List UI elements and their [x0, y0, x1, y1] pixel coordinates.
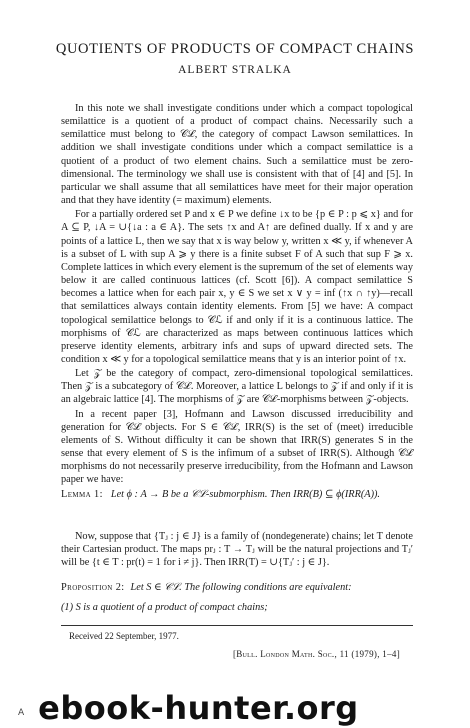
paragraph-irreducibility: In a recent paper [3], Hofmann and Lawson discussed irreducibility and generation for 𝒞ℒ objects. For S ∈ 𝒞ℒ, IRR(S) is the set of (meet) irreducible elements of S. Without difficulty it can be shown that IRR(S) generates S in the sense that every element of S is the infimum of a subset of IRR(S). Although 𝒞ℒ morphisms do not necessarily preserve irreducibility, from the Hofmann and Lawson paper we have: — [61, 408, 413, 486]
received-date: Received 22 September, 1977. — [69, 631, 179, 641]
proposition-condition-1: (1) S is a quotient of a product of compact chains; — [61, 602, 268, 613]
intro-text — [61, 102, 413, 488]
watermark-text: ebook-hunter.org — [38, 689, 359, 727]
proposition-2 — [61, 581, 413, 594]
lemma-1 — [61, 488, 413, 501]
lemma-label: Lemma 1: — [61, 489, 103, 500]
paragraph-definitions: For a partially ordered set P and x ∈ P we define ↓x to be {p ∈ P : p ⩽ x} and for A ⊆ P, ↓A = ∪{↓a : a ∈ A}. The sets ↑x and A↑ are defined dually. If x and y are points of a lattice L, then we say that x is way below y, written x ≪ y, if whenever A is a subset of L with sup A ⩾ y there is a finite subset F of A such that sup F ⩾ x. Complete lattices in which every element is the supremum of the set of elements way below it are called continuous lattices (cf. Scott [6]). A compact semilattice S becomes a lattice when for each pair x, y ∈ S we set x ∨ y = inf (↑x ∩ ↑y)—recall that semilattices always contain identity elements. From [5] we have: A compact topological semilattice belongs to 𝒞ℒ if and only if it is a continuous lattice. The morphisms of 𝒞ℒ are characterized as maps between continuous lattices which preserve identity elements, arbitrary infs and sups of upward directed sets. The condition x ≪ y for a topological semilattice means that y is an interior point of ↑x. — [61, 209, 413, 365]
watermark-mark: A — [18, 708, 25, 718]
footnote-rule — [61, 625, 413, 626]
paragraph-zero-dim: Let 𝒵 be the category of compact, zero-dimensional topological semilattices. Then 𝒵 is a subcategory of 𝒞ℒ. Moreover, a lattice L belongs to 𝒵 if and only if it is an algebraic lattice [4]. The morphisms of 𝒵 are 𝒞ℒ-morphisms between 𝒵-objects. — [61, 368, 413, 406]
proposition-label: Proposition 2: — [61, 582, 125, 593]
paper-title: QUOTIENTS OF PRODUCTS OF COMPACT CHAINS — [55, 41, 415, 57]
paragraph-intro: In this note we shall investigate conditions under which a compact topological semilattice is a quotient of a product of compact chains. Necessarily such a semilattice must belong to 𝒞ℒ, the category of compact Lawson semilattices. In addition we shall investigate conditions under which a compact semilattice is a quotient of a product of two element chains. Such a semilattice must be zero-dimensional. The terminology we shall use is consistent with that of [4] and [5]. In particular we shall assume that all semilattices have meet for their major operation and that they have identity (= maximum) elements. — [61, 103, 413, 207]
body-after-lemma — [61, 530, 413, 569]
author-name: ALBERT STRALKA — [178, 64, 292, 76]
paragraph-product-chains: Now, suppose that {Tⱼ : j ∈ J} is a family of (nondegenerate) chains; let T denote their Cartesian product. The maps prⱼ : T → Tⱼ will be the natural projections and Tⱼ′ will be {t ∈ T : pr(t) = 1 for i ≠ j}. Then IRR(T) = ∪{Tⱼ′ : j ∈ J}. — [61, 531, 413, 569]
lemma-statement: Let ϕ : A → B be a 𝒞ℒ-submorphism. Then IRR(B) ⊆ ϕ(IRR(A)). — [110, 489, 381, 500]
journal-citation: [Bull. London Math. Soc., 11 (1979), 1–4] — [232, 649, 400, 659]
proposition-statement: Let S ∈ 𝒞ℒ. The following conditions are equivalent: — [130, 582, 352, 593]
watermark — [18, 688, 458, 728]
